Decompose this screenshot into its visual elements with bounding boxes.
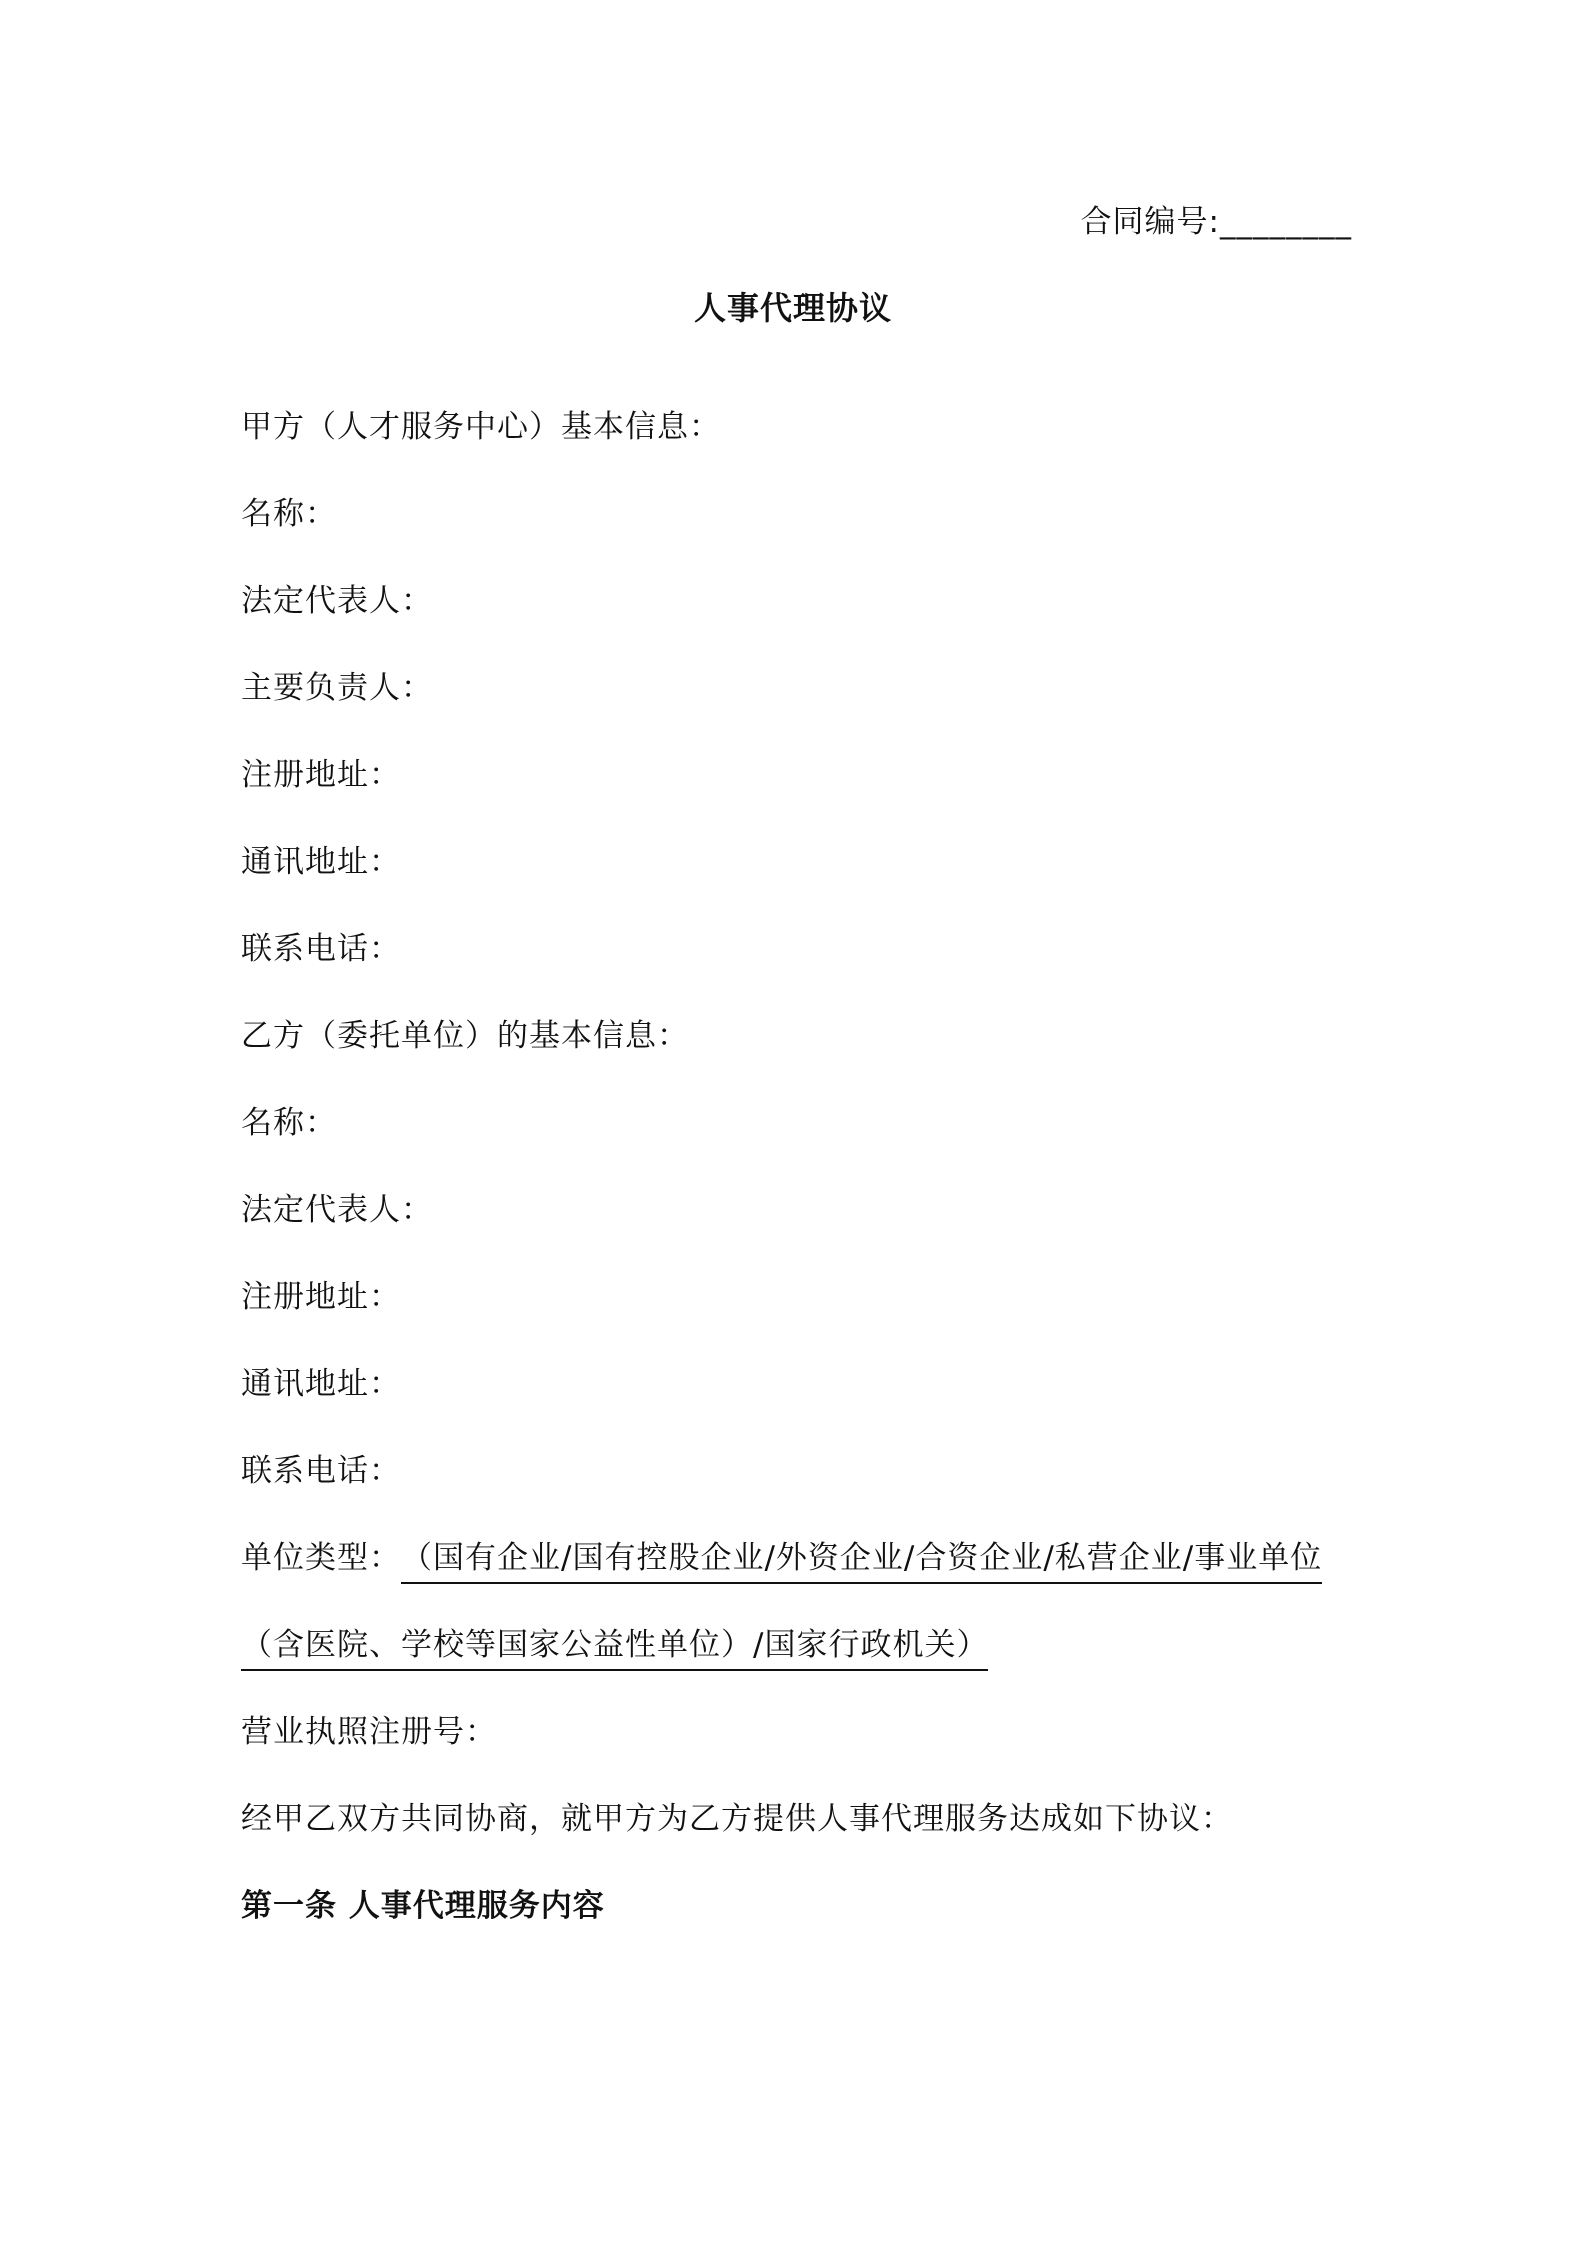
- party-b-phone: 联系电话：: [241, 1453, 401, 1489]
- party-a-principal: 主要负责人：: [241, 670, 433, 706]
- party-a-legal-rep: 法定代表人：: [241, 583, 433, 619]
- agreement-intro: 经甲乙双方共同协商，就甲方为乙方提供人事代理服务达成如下协议：: [241, 1801, 1233, 1837]
- document-title: 人事代理协议: [693, 289, 892, 327]
- party-b-name: 名称：: [241, 1105, 337, 1141]
- party-a-reg-address: 注册地址：: [241, 757, 401, 793]
- contract-number: 合同编号:________: [1080, 204, 1352, 240]
- unit-type-label: 单位类型：: [241, 1540, 401, 1576]
- unit-type-line-2: [241, 1623, 1345, 1710]
- unit-type-options-1: （国有企业/国有控股企业/外资企业/合资企业/私营企业/事业单位: [401, 1536, 1322, 1584]
- party-b-mail-address: 通讯地址：: [241, 1366, 401, 1402]
- party-b-legal-rep: 法定代表人：: [241, 1192, 433, 1228]
- party-a-mail-address: 通讯地址：: [241, 844, 401, 880]
- unit-type-line: [241, 1536, 1345, 1623]
- license-number: 营业执照注册号：: [241, 1714, 497, 1750]
- unit-type-options-2: （含医院、学校等国家公益性单位）/国家行政机关）: [241, 1623, 988, 1671]
- party-a-heading: 甲方（人才服务中心）基本信息：: [241, 409, 721, 445]
- party-a-phone: 联系电话：: [241, 931, 401, 967]
- article-1-heading: 第一条 人事代理服务内容: [241, 1888, 605, 1924]
- party-b-reg-address: 注册地址：: [241, 1279, 401, 1315]
- party-b-heading: 乙方（委托单位）的基本信息：: [241, 1018, 689, 1054]
- party-a-name: 名称：: [241, 496, 337, 532]
- document-body: [241, 405, 1345, 1971]
